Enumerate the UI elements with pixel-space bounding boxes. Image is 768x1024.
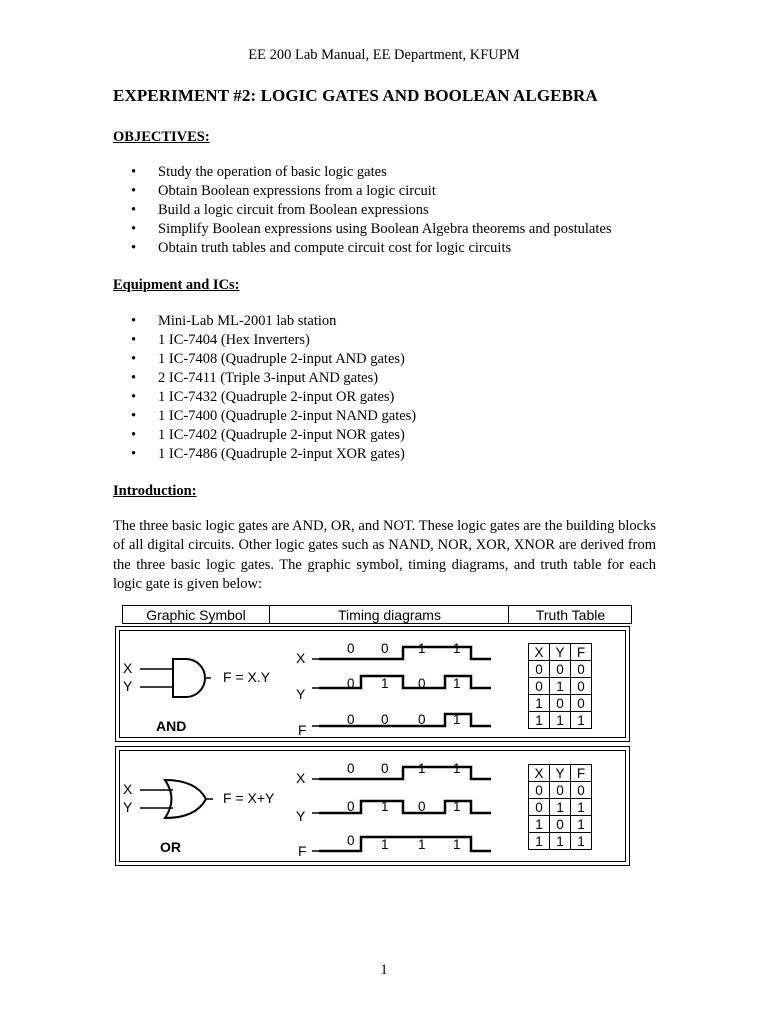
timing-value: 0 (347, 761, 355, 776)
timing-value: 0 (381, 761, 389, 776)
list-item: • Obtain truth tables and compute circuit cost for logic circuits (113, 239, 611, 258)
timing-value: 1 (418, 641, 426, 656)
truth-cell: 0 (529, 661, 550, 678)
gate-name: OR (160, 839, 181, 855)
column-header-graphic-symbol: Graphic Symbol (146, 607, 246, 623)
timing-value: 1 (453, 641, 461, 656)
list-item: • 1 IC-7432 (Quadruple 2-input OR gates) (113, 388, 416, 407)
truth-header-cell: Y (550, 644, 571, 661)
objectives-list (113, 163, 611, 258)
timing-value: 1 (453, 676, 461, 691)
list-item: • Obtain Boolean expressions from a logic circuit (113, 182, 611, 201)
timing-waveform-y (319, 801, 491, 813)
input-label-x: X (123, 660, 133, 676)
list-item: • Mini-Lab ML-2001 lab station (113, 312, 416, 331)
list-item: • 1 IC-7404 (Hex Inverters) (113, 331, 416, 350)
page-title: EXPERIMENT #2: LOGIC GATES AND BOOLEAN ALGEBRA (113, 86, 598, 105)
gate-table-header (122, 605, 632, 624)
input-label-x: X (123, 781, 133, 797)
gate-name: AND (156, 718, 187, 734)
truth-cell: 1 (529, 695, 550, 712)
truth-cell: 0 (529, 799, 550, 816)
timing-value: 0 (418, 676, 426, 691)
truth-header-cell: Y (550, 765, 571, 782)
list-item: • Study the operation of basic logic gates (113, 163, 611, 182)
timing-value: 1 (381, 837, 389, 852)
input-label-y: Y (123, 678, 133, 694)
timing-value: 0 (347, 641, 355, 656)
gate-expression: F = X.Y (223, 669, 271, 685)
page-header: EE 200 Lab Manual, EE Department, KFUPM (248, 47, 520, 63)
timing-value: 0 (381, 641, 389, 656)
truth-header-cell: X (529, 765, 550, 782)
timing-label-y: Y (296, 686, 306, 702)
list-item: • 2 IC-7411 (Triple 3-input AND gates) (113, 369, 416, 388)
truth-table (528, 764, 592, 850)
equipment-list (113, 312, 416, 464)
truth-table (528, 643, 592, 729)
truth-cell: 1 (529, 712, 550, 729)
timing-value: 0 (347, 799, 355, 814)
timing-value: 1 (453, 799, 461, 814)
or-gate-box (115, 746, 630, 866)
timing-value: 1 (418, 837, 426, 852)
truth-cell: 1 (550, 678, 571, 695)
or-gate-symbol (165, 780, 206, 818)
timing-value: 0 (418, 799, 426, 814)
list-item: • 1 IC-7400 (Quadruple 2-input NAND gates) (113, 407, 416, 426)
timing-value: 1 (418, 761, 426, 776)
truth-header-cell: F (571, 644, 592, 661)
timing-label-x: X (296, 650, 306, 666)
truth-cell: 1 (571, 833, 592, 850)
timing-value: 0 (347, 833, 355, 848)
truth-header-cell: X (529, 644, 550, 661)
truth-cell: 1 (550, 799, 571, 816)
timing-label-y: Y (296, 808, 306, 824)
timing-waveform-x (319, 767, 491, 779)
timing-waveform-y (319, 676, 491, 688)
truth-cell: 0 (571, 678, 592, 695)
timing-waveform-f (319, 837, 491, 851)
timing-value: 0 (381, 712, 389, 727)
truth-cell: 1 (571, 816, 592, 833)
timing-waveform-f (319, 714, 491, 726)
truth-cell: 1 (529, 833, 550, 850)
list-item: • 1 IC-7408 (Quadruple 2-input AND gates) (113, 350, 416, 369)
truth-cell: 0 (550, 816, 571, 833)
gate-expression: F = X+Y (223, 790, 275, 806)
truth-header-cell: F (571, 765, 592, 782)
truth-cell: 0 (571, 695, 592, 712)
timing-value: 1 (381, 676, 389, 691)
truth-cell: 0 (571, 661, 592, 678)
input-label-y: Y (123, 799, 133, 815)
timing-value: 1 (453, 712, 461, 727)
truth-cell: 0 (550, 782, 571, 799)
introduction-heading: Introduction: (113, 483, 197, 499)
timing-label-x: X (296, 770, 306, 786)
truth-cell: 0 (529, 782, 550, 799)
truth-cell: 0 (571, 782, 592, 799)
list-item: • Simplify Boolean expressions using Boolean Algebra theorems and postulates (113, 220, 611, 239)
list-item: • 1 IC-7402 (Quadruple 2-input NOR gates) (113, 426, 416, 445)
introduction-paragraph: The three basic logic gates are AND, OR, and NOT. These logic gates are the building blocks of all digital circuits. Other logic gates such as NAND, NOR, XOR, XNOR are derived from the three basic logic gates. The graphic symbol, timing diagrams, and truth table for each logic gate is given below: (113, 518, 656, 593)
truth-cell: 0 (550, 661, 571, 678)
and-gate-box (115, 626, 630, 742)
truth-cell: 1 (550, 833, 571, 850)
timing-value: 0 (418, 712, 426, 727)
timing-value: 0 (347, 676, 355, 691)
equipment-heading: Equipment and ICs: (113, 277, 240, 293)
column-header-timing-diagrams: Timing diagrams (269, 606, 509, 623)
timing-value: 1 (381, 799, 389, 814)
page-number: 1 (380, 962, 388, 978)
timing-value: 1 (453, 761, 461, 776)
truth-cell: 1 (529, 816, 550, 833)
timing-value: 1 (453, 837, 461, 852)
objectives-heading: OBJECTIVES: (113, 129, 210, 145)
and-gate-symbol (173, 659, 205, 697)
truth-cell: 1 (550, 712, 571, 729)
timing-value: 0 (347, 712, 355, 727)
timing-label-f: F (298, 722, 307, 738)
list-item: • Build a logic circuit from Boolean expressions (113, 201, 611, 220)
truth-cell: 0 (550, 695, 571, 712)
timing-label-f: F (298, 843, 307, 859)
timing-waveform-x (319, 647, 491, 659)
truth-cell: 0 (529, 678, 550, 695)
list-item: • 1 IC-7486 (Quadruple 2-input XOR gates) (113, 445, 416, 464)
truth-cell: 1 (571, 712, 592, 729)
truth-cell: 1 (571, 799, 592, 816)
column-header-truth-table: Truth Table (508, 606, 632, 623)
